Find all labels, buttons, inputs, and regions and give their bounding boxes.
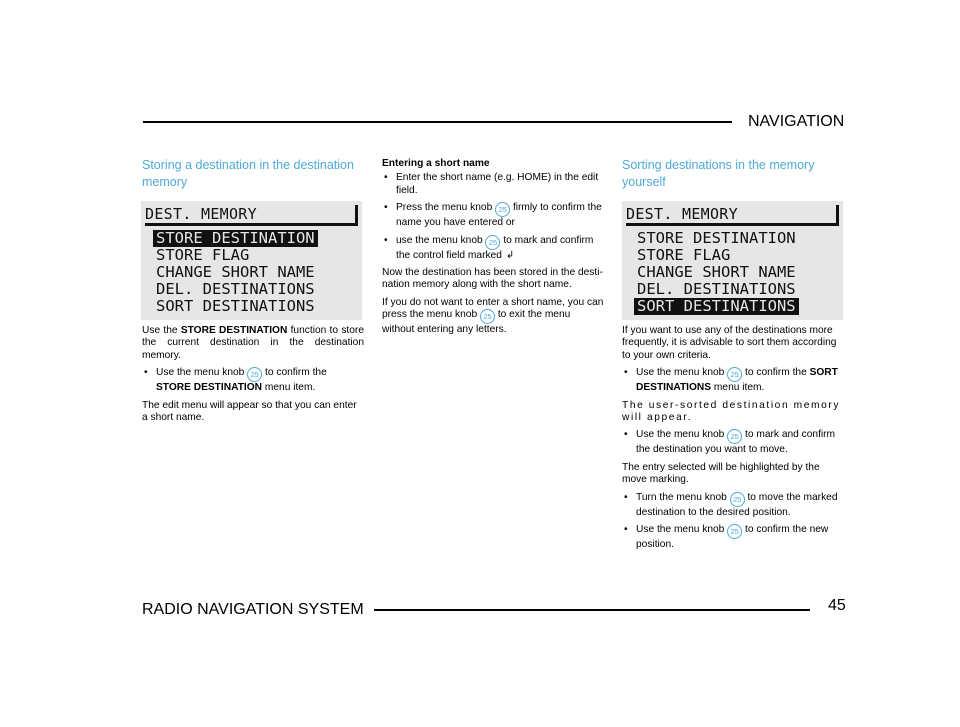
right-bullet-4: [622, 524, 844, 551]
text: firmly to confirm the name you have entered or: [396, 202, 602, 229]
header-section-title: NAVIGATION: [748, 113, 845, 130]
menu-item-change-short-name: CHANGE SHORT NAME: [637, 263, 796, 281]
menu-knob-icon: 25: [247, 367, 262, 382]
middle-bullet-3: [382, 235, 604, 262]
text: menu item.: [711, 382, 765, 394]
right-title-line1: Sorting destinations in the memory: [622, 158, 815, 172]
menu-knob-icon: 25: [727, 524, 742, 539]
screen-heading-edge: [355, 205, 358, 226]
left-paragraph-2: The edit menu will appear so that you can enter a short name.: [142, 399, 357, 424]
footer-rule: [374, 609, 810, 611]
menu-item-del-destinations: DEL. DESTINATIONS: [156, 280, 315, 298]
screen-menu-list: [634, 230, 799, 315]
enter-arrow-icon: ↲: [505, 249, 515, 261]
middle-bullet-2: [382, 202, 604, 229]
bullet-dot: •: [384, 172, 388, 184]
bullet-dot: •: [624, 524, 628, 536]
menu-knob-icon: 25: [727, 367, 742, 382]
bullet-dot: •: [384, 202, 388, 214]
text: to mark and confirm the destination you want to move.: [636, 429, 836, 456]
text: menu item.: [262, 382, 316, 394]
right-display-screen: [622, 201, 843, 320]
middle-paragraph-2: [382, 297, 604, 337]
bullet-dot: •: [144, 367, 148, 379]
menu-knob-icon: 25: [495, 202, 510, 217]
bullet-dot: •: [624, 491, 628, 503]
text-bold: STORE DESTINATION: [180, 325, 288, 336]
text: Press the menu knob: [396, 202, 496, 214]
screen-heading-edge: [836, 205, 839, 226]
right-section-title: [622, 157, 862, 191]
text: Enter the short name (e.g. HOME) in the edit field.: [396, 172, 599, 196]
menu-item-store-destination: STORE DESTINATION: [153, 230, 318, 247]
menu-item-sort-destinations: SORT DESTINATIONS: [156, 297, 315, 315]
right-paragraph-1: If you want to use any of the destinations more frequently, it is advisable to sort them according to your own criteria.: [622, 325, 837, 361]
text: to move the marked destination to the desired position.: [636, 491, 838, 518]
bullet-dot: •: [384, 234, 388, 246]
text: Use the menu knob: [636, 429, 728, 441]
left-paragraph-1: [142, 325, 364, 362]
right-title-line2: yourself: [622, 175, 666, 189]
footer-title: RADIO NAVIGATION SYSTEM: [142, 601, 364, 618]
text: to mark and confirm the control field marked: [396, 234, 594, 261]
middle-paragraph-1: Now the destination has been stored in the desti-nation memory along with the short name.: [382, 267, 603, 291]
middle-body-text: [382, 158, 604, 342]
bullet-dot: •: [624, 367, 628, 379]
left-title-line2: memory: [142, 175, 188, 189]
left-display-screen: [141, 201, 362, 320]
menu-item-del-destinations: DEL. DESTINATIONS: [637, 280, 796, 298]
screen-heading: DEST. MEMORY: [626, 205, 738, 223]
menu-item-store-flag: STORE FLAG: [156, 246, 250, 264]
right-body-text: [622, 325, 844, 556]
menu-item-store-destination: STORE DESTINATION: [637, 229, 796, 247]
right-bullet-2: [622, 429, 844, 456]
text: If you do not want to enter a short name, you can press the menu knob: [382, 296, 604, 321]
text: Use the menu knob: [156, 367, 248, 379]
right-paragraph-3: The entry selected will be highlighted by the move marking.: [622, 461, 820, 486]
right-paragraph-2: The user-sorted destination memory will appear.: [622, 399, 841, 424]
right-bullet-3: [622, 492, 844, 519]
menu-knob-icon: 25: [730, 492, 745, 507]
right-bullet-1: [622, 367, 844, 394]
left-body-text: [142, 325, 364, 429]
menu-item-change-short-name: CHANGE SHORT NAME: [156, 263, 315, 281]
page-number: 45: [828, 597, 846, 614]
text: use the menu knob: [396, 234, 486, 246]
screen-heading-underline: [626, 223, 839, 226]
text: Turn the menu knob: [636, 491, 730, 503]
text: Use the menu knob: [636, 367, 728, 379]
text: function to store the current destination in the destination memory.: [142, 325, 364, 361]
text: to confirm the: [262, 367, 327, 379]
menu-knob-icon: 25: [727, 429, 742, 444]
left-section-title: [142, 157, 382, 191]
text: Use the: [142, 325, 181, 336]
middle-heading: [382, 158, 604, 170]
screen-heading-underline: [145, 223, 358, 226]
menu-item-store-flag: STORE FLAG: [637, 246, 731, 264]
text-bold: STORE DESTINATION: [156, 382, 263, 394]
text-bold: Entering a short name: [382, 158, 490, 169]
text-bold: SORT DESTINATIONS: [636, 367, 838, 394]
text: to confirm the: [742, 367, 810, 379]
screen-menu-list: [153, 230, 318, 315]
left-bullet-1: [142, 367, 364, 394]
text: to confirm the new position.: [636, 524, 829, 551]
bullet-dot: •: [624, 429, 628, 441]
menu-knob-icon: 25: [485, 235, 500, 250]
middle-bullet-1: [382, 172, 604, 197]
text: to exit the menu without entering any letters.: [382, 309, 571, 336]
screen-heading: DEST. MEMORY: [145, 205, 257, 223]
header-rule: [143, 121, 732, 123]
text: Use the menu knob: [636, 524, 728, 536]
left-title-line1: Storing a destination in the destination: [142, 158, 354, 172]
menu-item-sort-destinations: SORT DESTINATIONS: [634, 298, 799, 315]
menu-knob-icon: 25: [480, 309, 495, 324]
